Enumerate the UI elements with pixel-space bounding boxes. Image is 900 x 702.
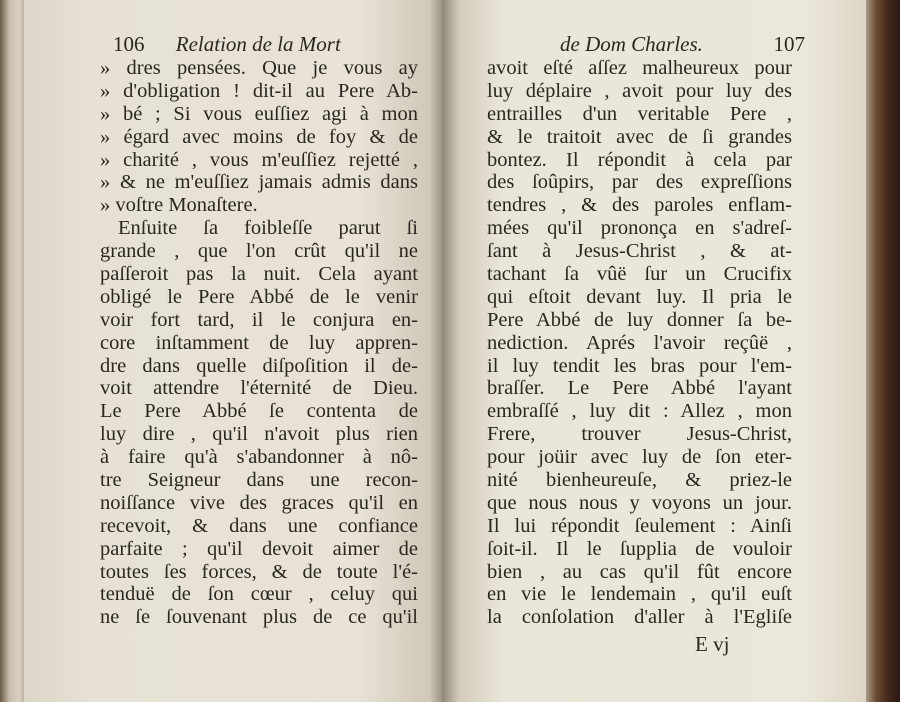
text-line: luy dire , qu'il n'avoit plus rien	[100, 423, 418, 446]
left-page-text	[100, 57, 418, 629]
text-line: » charité , vous m'euſſiez rejetté ,	[100, 148, 418, 171]
text-line: » & ne m'euſſiez jamais admis dans	[100, 171, 418, 194]
text-line: bien , au cas qu'il fût encore	[487, 560, 792, 583]
text-line: » égard avec moins de foy & de	[100, 125, 418, 148]
text-line: voit attendre l'éternité de Dieu.	[100, 377, 418, 400]
text-line: » bé ; Si vous euſſiez agi à mon	[100, 102, 418, 125]
right-page-text	[487, 57, 792, 629]
left-running-head	[113, 32, 413, 56]
text-line: Le Pere Abbé ſe contenta de	[100, 400, 418, 423]
text-line: » dres pensées. Que je vous ay	[100, 57, 418, 79]
page-number-left: 106	[113, 32, 145, 56]
text-line: qui eſtoit devant luy. Il pria le	[487, 285, 792, 308]
book-edge-left	[0, 0, 24, 702]
text-line: Pere Abbé de luy donner ſa be-	[487, 308, 792, 331]
text-line: core inſtamment de luy appren-	[100, 331, 418, 354]
text-line: noiſſance vive des graces qu'il en	[100, 491, 418, 514]
text-line: à faire qu'à s'abandonner à nô-	[100, 446, 418, 469]
signature-mark: E vj	[695, 632, 730, 656]
text-line: tachant ſa vûë ſur un Crucifix	[487, 263, 792, 286]
text-line: ſant à Jesus-Christ , & at-	[487, 240, 792, 263]
text-line: Il lui répondit ſeulement : Ainſi	[487, 514, 792, 537]
text-line: voir fort tard, il le conjura en-	[100, 308, 418, 331]
text-line: paſſeroit pas la nuit. Cela ayant	[100, 263, 418, 286]
text-line: des ſoûpirs, par des expreſſions	[487, 171, 792, 194]
text-line: mées qu'il prononça en s'adreſ-	[487, 217, 792, 240]
text-line: recevoit, & dans une confiance	[100, 514, 418, 537]
left-running-title: Relation de la Mort	[175, 32, 341, 56]
text-line: grande , que l'on crût qu'il ne	[100, 240, 418, 263]
text-line: bontez. Il répondit à cela par	[487, 148, 792, 171]
text-line: en vie le lendemain , qu'il euſt	[487, 583, 792, 606]
page-number-right: 107	[773, 32, 805, 56]
text-line: Enſuite ſa foibleſſe parut ſi	[118, 217, 418, 240]
text-line: embraſſé , luy dit : Allez , mon	[487, 400, 792, 423]
text-line: braſſer. Le Pere Abbé l'ayant	[487, 377, 792, 400]
text-line: ne ſe ſouvenant plus de ce qu'il	[100, 606, 418, 629]
text-line: tendres , & des paroles enflam-	[487, 194, 792, 217]
text-line: tre Seigneur dans une recon-	[100, 469, 418, 492]
book-cover-right	[866, 0, 900, 702]
text-line: avoit eſté aſſez malheureux pour	[487, 57, 792, 79]
text-line: nité bienheureuſe, & priez-le	[487, 469, 792, 492]
text-line: & le traitoit avec de ſi grandes	[487, 125, 792, 148]
text-line: » d'obligation ! dit-il au Pere Ab-	[100, 79, 418, 102]
text-line: entrailles d'un veritable Pere ,	[487, 102, 792, 125]
text-line: dre dans quelle diſpoſition il de-	[100, 354, 418, 377]
text-line: » voſtre Monaſtere.	[100, 194, 258, 217]
text-line: obligé le Pere Abbé de le venir	[100, 285, 418, 308]
text-line: nediction. Aprés l'avoir reçûë ,	[487, 331, 792, 354]
text-line: Frere, trouver Jesus-Christ,	[487, 423, 792, 446]
text-line: ſoit-il. Il le ſupplia de vouloir	[487, 537, 792, 560]
text-line: parfaite ; qu'il devoit aimer de	[100, 537, 418, 560]
text-line: luy déplaire , avoit pour luy des	[487, 79, 792, 102]
text-line: pour joüir avec luy de ſon eter-	[487, 446, 792, 469]
text-line: la conſolation d'aller à l'Egliſe	[487, 606, 792, 629]
text-line: toutes ſes forces, & de toute l'é-	[100, 560, 418, 583]
text-line: il luy tendit les bras pour l'em-	[487, 354, 792, 377]
right-running-title: de Dom Charles.	[560, 32, 703, 56]
text-line: que nous nous y voyons un jour.	[487, 491, 792, 514]
right-running-head	[560, 32, 805, 56]
text-line: tenduë de ſon cœur , celuy qui	[100, 583, 418, 606]
